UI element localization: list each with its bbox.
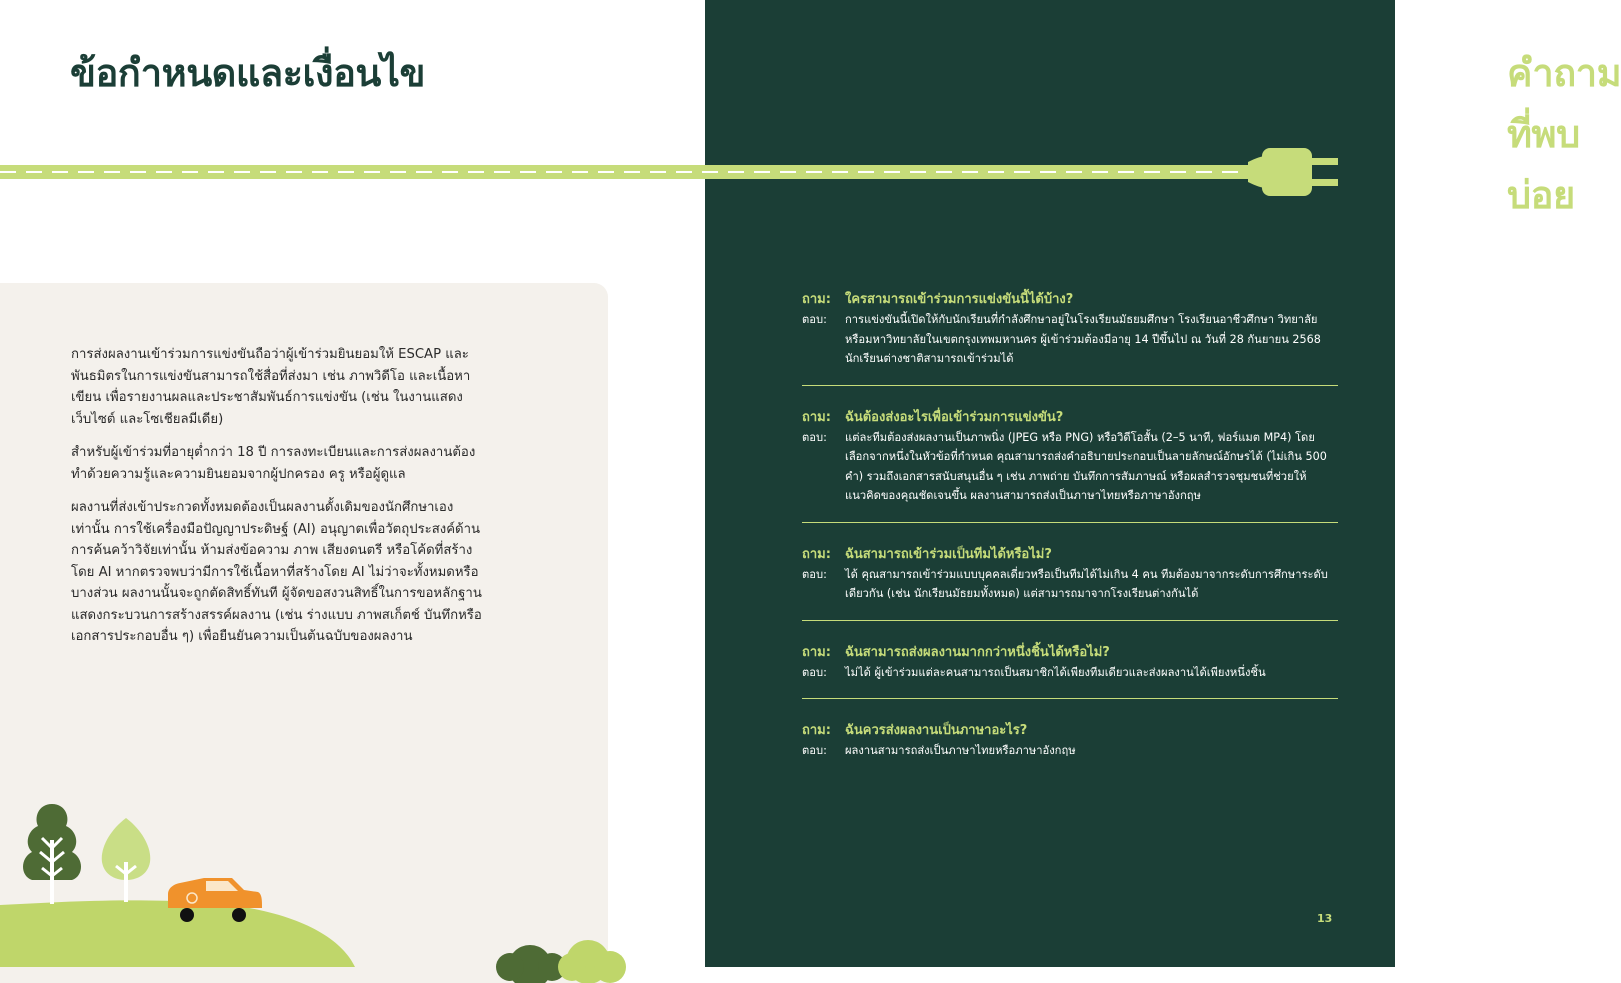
landscape-illustration — [0, 790, 705, 967]
faq-title: คำถามที่พบบ่อย — [1507, 51, 1621, 217]
question-label: ถาม: — [802, 409, 831, 425]
answer-label: ตอบ: — [802, 313, 827, 326]
terms-title: ข้อกำหนดและเงื่อนไข — [70, 51, 425, 95]
faq-question: ฉันสามารถส่งผลงานมากกว่าหนึ่งชิ้นได้หรือไม่? — [845, 644, 1110, 660]
hill-illustration — [0, 900, 355, 967]
question-label: ถาม: — [802, 723, 831, 738]
faq-answer: ได้ คุณสามารถเข้าร่วมแบบบุคคลเดี่ยวหรือเป็นทีมได้ไม่เกิน 4 คน ทีมต้องมาจากระดับการศึกษาระดับเดียวกัน (เช่น นักเรียนมัธยมทั้งหมด) แต่สามารถมาจากโรงเรียนต่างกันได้ — [845, 567, 1328, 600]
plug-icon — [1248, 148, 1338, 196]
faq-answer: ผลงานสามารถส่งเป็นภาษาไทยหรือภาษาอังกฤษ — [845, 744, 1076, 757]
page-number: 13 — [1317, 912, 1333, 925]
faq-item — [802, 721, 1338, 777]
faq-item — [802, 290, 1338, 386]
faq-question: ฉันสามารถเข้าร่วมเป็นทีมได้หรือไม่? — [845, 546, 1052, 562]
answer-label: ตอบ: — [802, 665, 827, 679]
answer-label: ตอบ: — [802, 430, 827, 444]
faq-item — [802, 643, 1338, 700]
faq-answer: แต่ละทีมต้องส่งผลงานเป็นภาพนิ่ง (JPEG หรือ PNG) หรือวิดีโอสั้น (2–5 นาที, ฟอร์แมต MP4) โดยเลือกจากหนึ่งในหัวข้อที่กำหนด คุณสามารถส่งคำอธิบายประกอบเป็นลายลักษณ์อักษรได้ (ไม่เกิน 500 คำ) รวมถึงเอกสารสนับสนุนอื่น ๆ เช่น ภาพถ่าย บันทึกการสัมภาษณ์ หรือผลสำรวจชุมชนที่ช่วยให้แนวคิดของคุณชัดเจนขึ้น ผลงานสามารถส่งเป็นภาษาไทยหรือภาษาอังกฤษ — [845, 430, 1327, 502]
tree-icon — [102, 818, 151, 902]
question-label: ถาม: — [802, 644, 831, 660]
question-label: ถาม: — [802, 292, 831, 307]
faq-answer: ไม่ได้ ผู้เข้าร่วมแต่ละคนสามารถเป็นสมาชิกได้เพียงทีมเดียวและส่งผลงานได้เพียงหนึ่งชิ้น — [845, 665, 1266, 679]
terms-paragraph: การส่งผลงานเข้าร่วมการแข่งขันถือว่าผู้เข้าร่วมยินยอมให้ ESCAP และพันธมิตรในการแข่งขันสามารถใช้สื่อที่ส่งมา เช่น ภาพวิดีโอ และเนื้อหาเขียน เพื่อรายงานผลและประชาสัมพันธ์การแข่งขัน (เช่น ในงานแสดง เว็บไซต์ และโซเชียลมีเดีย) — [71, 347, 471, 427]
faq-question: ใครสามารถเข้าร่วมการแข่งขันนี้ได้บ้าง? — [845, 292, 1074, 307]
answer-label: ตอบ: — [802, 567, 827, 581]
terms-paragraph: สำหรับผู้เข้าร่วมที่อายุต่ำกว่า 18 ปี การลงทะเบียนและการส่งผลงานต้องทำด้วยความรู้และความยินยอมจากผู้ปกครอง ครู หรือผู้ดูแล — [71, 445, 476, 482]
faq-item — [802, 545, 1338, 621]
faq-question: ฉันควรส่งผลงานเป็นภาษาอะไร? — [845, 723, 1028, 738]
terms-body — [71, 344, 486, 660]
answer-label: ตอบ: — [802, 744, 827, 757]
terms-paragraph: ผลงานที่ส่งเข้าประกวดทั้งหมดต้องเป็นผลงานดั้งเดิมของนักศึกษาเองเท่านั้น การใช้เครื่องมือปัญญาประดิษฐ์ (AI) อนุญาตเพื่อวัตถุประสงค์ด้านการค้นคว้าวิจัยเท่านั้น ห้ามส่งข้อความ ภาพ เสียงดนตรี หรือโค้ดที่สร้างโดย AI หากตรวจพบว่ามีการใช้เนื้อหาที่สร้างโดย AI ไม่ว่าจะทั้งหมดหรือบางส่วน ผลงานนั้นจะถูกตัดสิทธิ์ทันที ผู้จัดขอสงวนสิทธิ์ในการขอหลักฐานแสดงกระบวนการสร้างสรรค์ผลงาน (เช่น ร่างแบบ ภาพสเก็ตช์ บันทึกหรือเอกสารประกอบอื่น ๆ) เพื่อยืนยันความเป็นต้นฉบับของผลงาน — [71, 500, 482, 644]
bush-icon — [496, 940, 626, 983]
question-label: ถาม: — [802, 546, 831, 562]
faq-answer: การแข่งขันนี้เปิดให้กับนักเรียนที่กำลังศึกษาอยู่ในโรงเรียนมัธยมศึกษา โรงเรียนอาชีวศึกษา วิทยาลัย หรือมหาวิทยาลัยในเขตกรุงเทพมหานคร ผู้เข้าร่วมต้องมีอายุ 14 ปีขึ้นไป ณ วันที่ 28 กันยายน 2568 นักเรียนต่างชาติสามารถเข้าร่วมได้ — [845, 313, 1321, 365]
tree-icon — [23, 804, 81, 904]
faq-item — [802, 408, 1338, 523]
faq-list — [802, 290, 1338, 799]
cable-illustration — [0, 140, 1395, 210]
faq-question: ฉันต้องส่งอะไรเพื่อเข้าร่วมการแข่งขัน? — [845, 409, 1064, 425]
